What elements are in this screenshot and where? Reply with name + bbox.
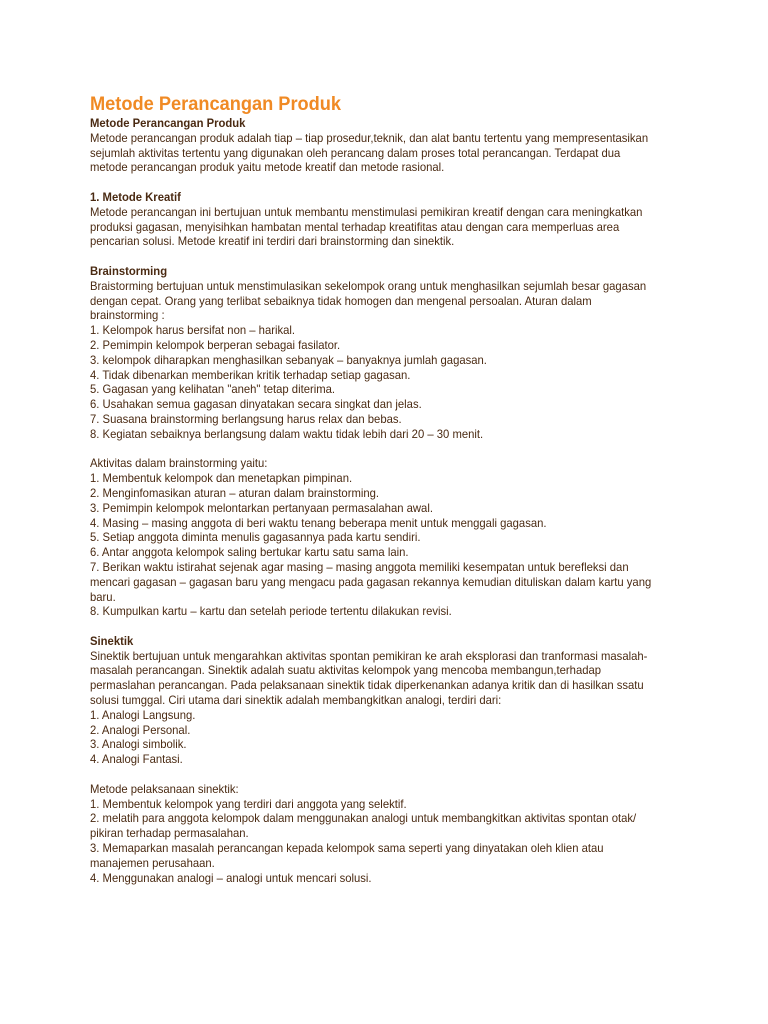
list-item: 2. Analogi Personal. [90, 722, 191, 737]
list-item: 3. Analogi simbolik. [90, 737, 187, 752]
sinektik-methods-list [90, 797, 654, 886]
spacer [90, 249, 654, 264]
sinektik-methods-intro: Metode pelaksanaan sinektik: [90, 781, 239, 796]
section-heading-sinektik: Sinektik [90, 633, 134, 648]
list-item: 1. Membentuk kelompok yang terdiri dari anggota yang selektif. [90, 796, 407, 811]
brainstorming-activities-list [90, 471, 654, 619]
list-item: 8. Kegiatan sebaiknya berlangsung dalam waktu tidak lebih dari 20 – 30 menit. [90, 426, 484, 441]
brainstorming-rules-list [90, 323, 654, 441]
spacer [90, 442, 654, 457]
list-item: 7. Berikan waktu istirahat sejenak agar masing – masing anggota memiliki kesempatan untuk berefleksi dan mencari gagasan – gagasan baru yang mengacu pada gagasan rekannya kemudian dituliskan dalam kartu yang baru. [90, 559, 652, 604]
intro-paragraph: Metode perancangan produk adalah tiap – tiap prosedur,teknik, dan alat bantu tertentu yang mempresentasikan sejumlah aktivitas tertentu yang digunakan oleh perancang dalam proses total perancangan. Terdapat dua metode perancangan produk yaitu metode kreatif dan metode rasional. [90, 130, 649, 175]
list-item: 3. kelompok diharapkan menghasilkan sebanyak – banyaknya jumlah gagasan. [90, 352, 487, 367]
list-item: 4. Tidak dibenarkan memberikan kritik terhadap setiap gagasan. [90, 367, 411, 382]
list-item: 3. Memaparkan masalah perancangan kepada kelompok sama seperti yang dinyatakan oleh klien atau manajemen perusahaan. [90, 841, 604, 870]
sinektik-analogies-list [90, 708, 654, 767]
list-item: 3. Pemimpin kelompok melontarkan pertanyaan permasalahan awal. [90, 500, 433, 515]
list-item: 6. Antar anggota kelompok saling bertukar kartu satu sama lain. [90, 545, 409, 560]
list-item: 1. Kelompok harus bersifat non – harikal. [90, 323, 296, 338]
list-item: 4. Masing – masing anggota di beri waktu tenang beberapa menit untuk menggali gagasan. [90, 515, 547, 530]
list-item: 7. Suasana brainstorming berlangsung harus relax dan bebas. [90, 411, 402, 426]
list-item: 4. Menggunakan analogi – analogi untuk mencari solusi. [90, 870, 372, 885]
document-subtitle: Metode Perancangan Produk [90, 116, 246, 130]
sinektik-paragraph: Sinektik bertujuan untuk mengarahkan aktivitas spontan pemikiran ke arah eksplorasi dan tranformasi masalah-masalah perancangan. Sinektik adalah suatu aktivitas kelompok yang mencoba membangun,terhadap permaslahan perancangan. Pada pelaksanaan sinektik tidak diperkenankan adanya kritik dan di hasilkan ssatu solusi tumggal. Ciri utama dari sinektik adalah membangkitkan analogi, terdiri dari: [90, 648, 648, 708]
metode-kreatif-paragraph: Metode perancangan ini bertujuan untuk membantu menstimulasi pemikiran kreatif dengan cara meningkatkan produksi gagasan, menyisihkan hambatan mental terhadap kreatifitas atau dengan cara memperluas area pencarian solusi. Metode kreatif ini terdiri dari brainstorming dan sinektik. [90, 204, 643, 249]
spacer [90, 175, 654, 190]
section-heading-brainstorming: Brainstorming [90, 263, 168, 278]
list-item: 8. Kumpulkan kartu – kartu dan setelah periode tertentu dilakukan revisi. [90, 604, 452, 619]
brainstorming-activities-intro: Aktivitas dalam brainstorming yaitu: [90, 456, 268, 471]
list-item: 2. Pemimpin kelompok berperan sebagai fasilator. [90, 337, 341, 352]
brainstorming-paragraph: Braistorming bertujuan untuk menstimulasikan sekelompok orang untuk menghasilkan sejumlah besar gagasan dengan cepat. Orang yang terlibat sebaiknya tidak homogen dan mengenal persoalan. Aturan dalam brainstorming : [90, 278, 647, 323]
list-item: 6. Usahakan semua gagasan dinyatakan secara singkat dan jelas. [90, 397, 422, 412]
spacer [90, 619, 654, 634]
list-item: 1. Analogi Langsung. [90, 707, 196, 722]
list-item: 4. Analogi Fantasi. [90, 752, 183, 767]
list-item: 5. Setiap anggota diminta menulis gagasannya pada kartu sendiri. [90, 530, 421, 545]
list-item: 5. Gagasan yang kelihatan "aneh" tetap diterima. [90, 382, 336, 397]
spacer [90, 767, 654, 782]
section-heading-metode-kreatif: 1. Metode Kreatif [90, 189, 181, 204]
document-title: Metode Perancangan Produk [90, 94, 342, 115]
list-item: 2. Menginfomasikan aturan – aturan dalam brainstorming. [90, 485, 380, 500]
list-item: 2. melatih para anggota kelompok dalam menggunakan analogi untuk membangkitkan aktivitas spontan otak/ pikiran terhadap permasalahan. [90, 811, 637, 841]
list-item: 1. Membentuk kelompok dan menetapkan pimpinan. [90, 471, 353, 486]
document-page [90, 94, 654, 885]
